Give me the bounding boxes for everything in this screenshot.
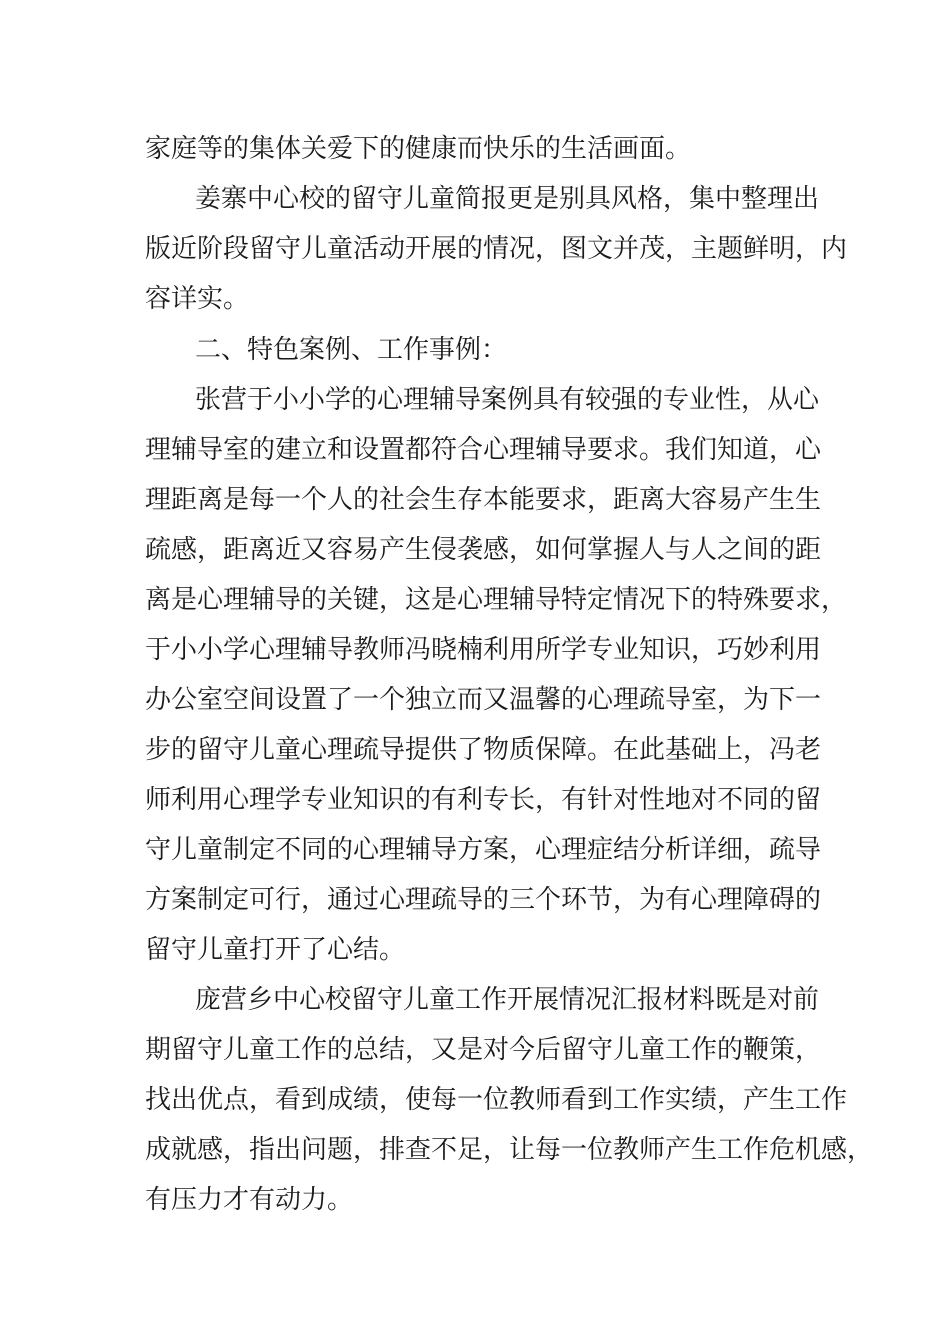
text-line: 守儿童制定不同的心理辅导方案，心理症结分析详细，疏导	[145, 835, 822, 865]
text-line: 师利用心理学专业知识的有利专长，有针对性地对不同的留	[145, 785, 822, 815]
text-line: 有压力才有动力。	[145, 1185, 354, 1215]
section-heading: 二、特色案例、工作事例：	[195, 335, 508, 365]
text-line: 留守儿童打开了心结。	[145, 935, 406, 965]
text-line: 容详实。	[145, 284, 250, 314]
paragraph-start-line: 张营于小小学的心理辅导案例具有较强的专业性，从心	[195, 385, 820, 415]
text-line: 找出优点，看到成绩，使每一位教师看到工作实绩，产生工作	[145, 1085, 848, 1115]
text-line: 于小小学心理辅导教师冯晓楠利用所学专业知识，巧妙利用	[145, 635, 822, 665]
paragraph-start-line: 姜寨中心校的留守儿童简报更是别具风格，集中整理出	[195, 184, 820, 214]
text-line: 离是心理辅导的关键，这是心理辅导特定情况下的特殊要求，	[145, 585, 848, 615]
text-line: 疏感，距离近又容易产生侵袭感，如何掌握人与人之间的距	[145, 535, 822, 565]
text-line: 成就感，指出问题，排查不足，让每一位教师产生工作危机感，	[145, 1135, 874, 1165]
text-line: 步的留守儿童心理疏导提供了物质保障。在此基础上，冯老	[145, 735, 822, 765]
text-line: 理辅导室的建立和设置都符合心理辅导要求。我们知道，心	[145, 435, 822, 465]
text-line: 方案制定可行，通过心理疏导的三个环节，为有心理障碍的	[145, 885, 822, 915]
text-line: 家庭等的集体关爱下的健康而快乐的生活画面。	[145, 134, 692, 164]
text-line: 办公室空间设置了一个独立而又温馨的心理疏导室，为下一	[145, 685, 822, 715]
paragraph-start-line: 庞营乡中心校留守儿童工作开展情况汇报材料既是对前	[195, 985, 820, 1015]
text-line: 理距离是每一个人的社会生存本能要求，距离大容易产生生	[145, 485, 822, 515]
text-line: 版近阶段留守儿童活动开展的情况，图文并茂，主题鲜明，内	[145, 234, 848, 264]
text-line: 期留守儿童工作的总结，又是对今后留守儿童工作的鞭策，	[145, 1035, 822, 1065]
